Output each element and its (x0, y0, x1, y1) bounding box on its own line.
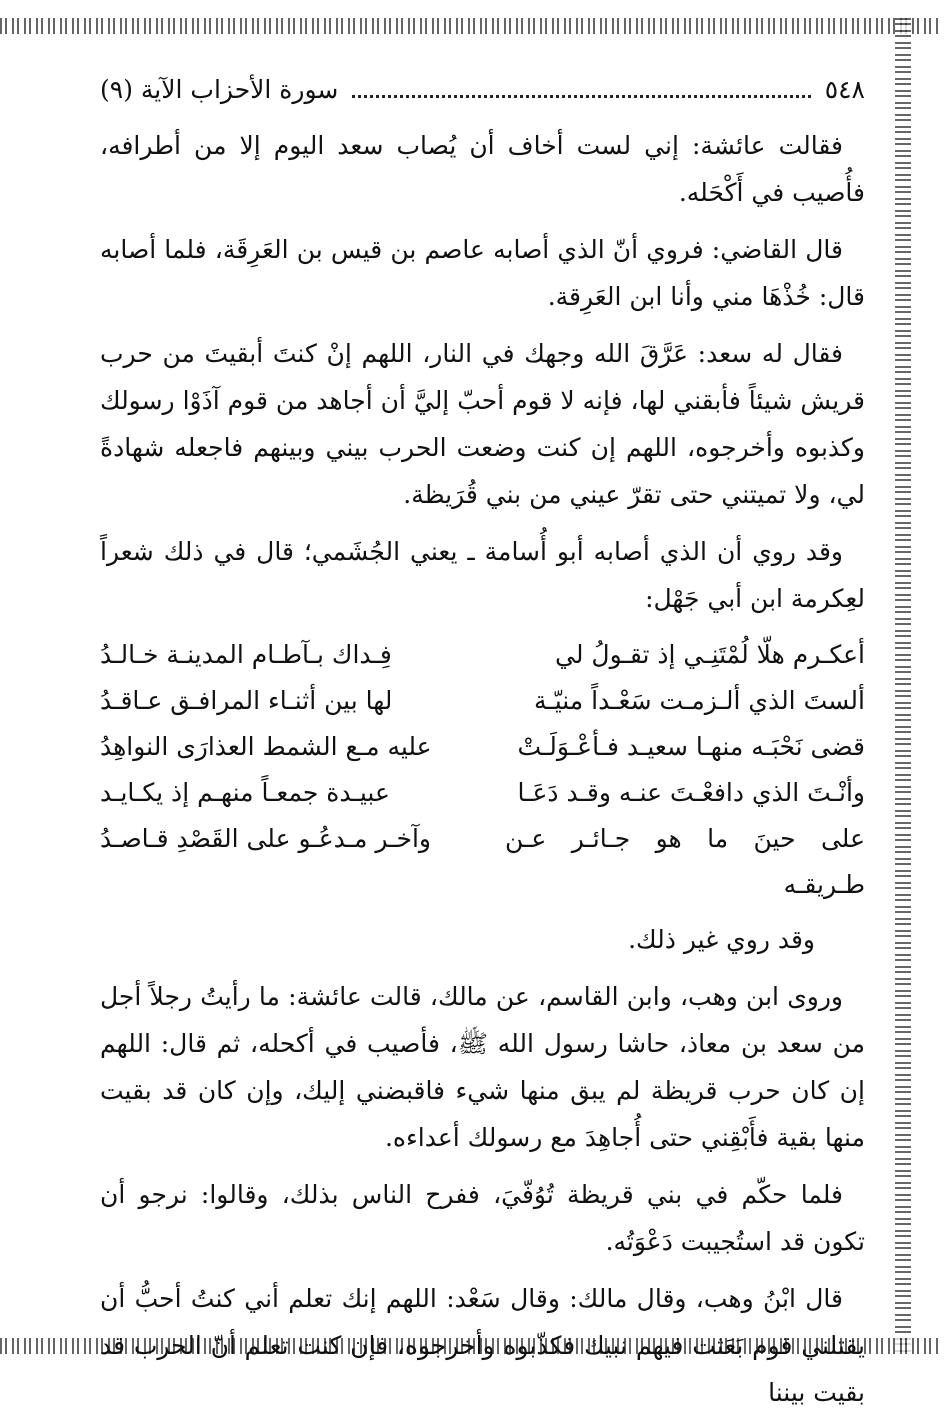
verse-first-hemistich: على حينَ ما هو جـائـر عـن طـريقـه (505, 824, 865, 899)
verse-first-hemistich: أعكـرم هلّا لُمْتَنِـي إذ تقـولُ لي (555, 640, 865, 669)
verse-second-hemistich: لها بين أثنـاء المرافـق عـاقـدُ (100, 686, 393, 715)
decorative-border-right (895, 18, 911, 1354)
paragraph: وروى ابن وهب، وابن القاسم، عن مالك، قالت عائشة: ما رأيتُ رجلاً أجل من سعد بن معاذ، حاشا رسول الله ﷺ، فأصيب في أكحله، ثم قال: اللهم إن كان حرب قريظة لم يبق منها شيء فاقبضني إليك، وإن كان قد بقيت منها بقية فأَبْقِني حتى أُجاهِدَ مع رسولك أعداءه. (100, 982, 865, 1152)
verse-line (100, 770, 865, 816)
paragraph: قال ابْنُ وهب، وقال مالك: وقال سَعْد: اللهم إنك تعلم أني كنتُ أحبُّ أن يقتلني قوم بَعَثت فيهم نبيك فكذّبوه وأخرجوه، فإن كنت تعلم أنّ الحرب قد بقيت بيننا (100, 1284, 865, 1407)
page-number: ٥٤٨ (824, 75, 865, 104)
book-page (100, 70, 865, 1426)
verse-line (100, 678, 865, 724)
verse-line (100, 816, 865, 908)
paragraph: قال القاضي: فروي أنّ الذي أصابه عاصم بن قيس بن العَرِقَة، فلما أصابه قال: خُذْهَا مني وأنا ابن العَرِقة. (100, 235, 865, 311)
verse-second-hemistich: عليه مـع الشمط العذارَى النواهِدُ (100, 732, 432, 761)
verse-second-hemistich: وآخـر مـدعُـو على القَصْدِ قـاصـدُ (100, 824, 431, 853)
verse-second-hemistich: عبيـدة جمعـاً منهـم إذ يكـايـد (100, 778, 390, 807)
verse-line (100, 632, 865, 678)
paragraph: وقد روي غير ذلك. (628, 925, 815, 954)
paragraph: وقد روي أن الذي أصابه أبو أُسامة ـ يعني الجُشَمي؛ قال في ذلك شعراً لعِكرمة ابن أبي جَهْل: (100, 537, 865, 613)
paragraph: فقال له سعد: عَرَّقَ الله وجهك في النار، اللهم إنْ كنتَ أبقيتَ من حرب قريش شيئاً فأبقني لها، فإنه لا قوم أحبّ إليَّ أن أجاهد من قوم آذَوْا رسولك وكذبوه وأخرجوه، اللهم إن كنت وضعت الحرب بيني وبينهم فاجعله شهادةً لي، ولا تميتني حتى تقرّ عيني من بني قُرَيظة. (100, 339, 865, 509)
page-header (100, 70, 865, 110)
verse-line (100, 724, 865, 770)
verse-second-hemistich: فِـداك بـآطـام المدينـة خـالـدُ (100, 640, 392, 669)
poem (100, 632, 865, 908)
verse-first-hemistich: ألستَ الذي ألـزمـت سَعْـداً منيّـة (533, 686, 865, 715)
paragraph: فقالت عائشة: إني لست أخاف أن يُصاب سعد اليوم إلا من أطرافه، فأُصيب في أَكْحَله. (100, 131, 865, 207)
verse-first-hemistich: قضى نَحْبَـه منهـا سعيـد فـأعْـوَلَـتْ (517, 732, 865, 761)
decorative-border-top (0, 18, 940, 34)
paragraph: فلما حكّم في بني قريظة تُوُفّيَ، ففرح الناس بذلك، وقالوا: نرجو أن تكون قد استُجيبت دَعْوَتُه. (100, 1180, 865, 1256)
header-dots (352, 77, 810, 98)
page-title: سورة الأحزاب الآية (٩) (100, 75, 339, 104)
verse-first-hemistich: وأنْـتَ الذي دافعْـتَ عنـه وقـد دَعَـا (517, 778, 865, 807)
